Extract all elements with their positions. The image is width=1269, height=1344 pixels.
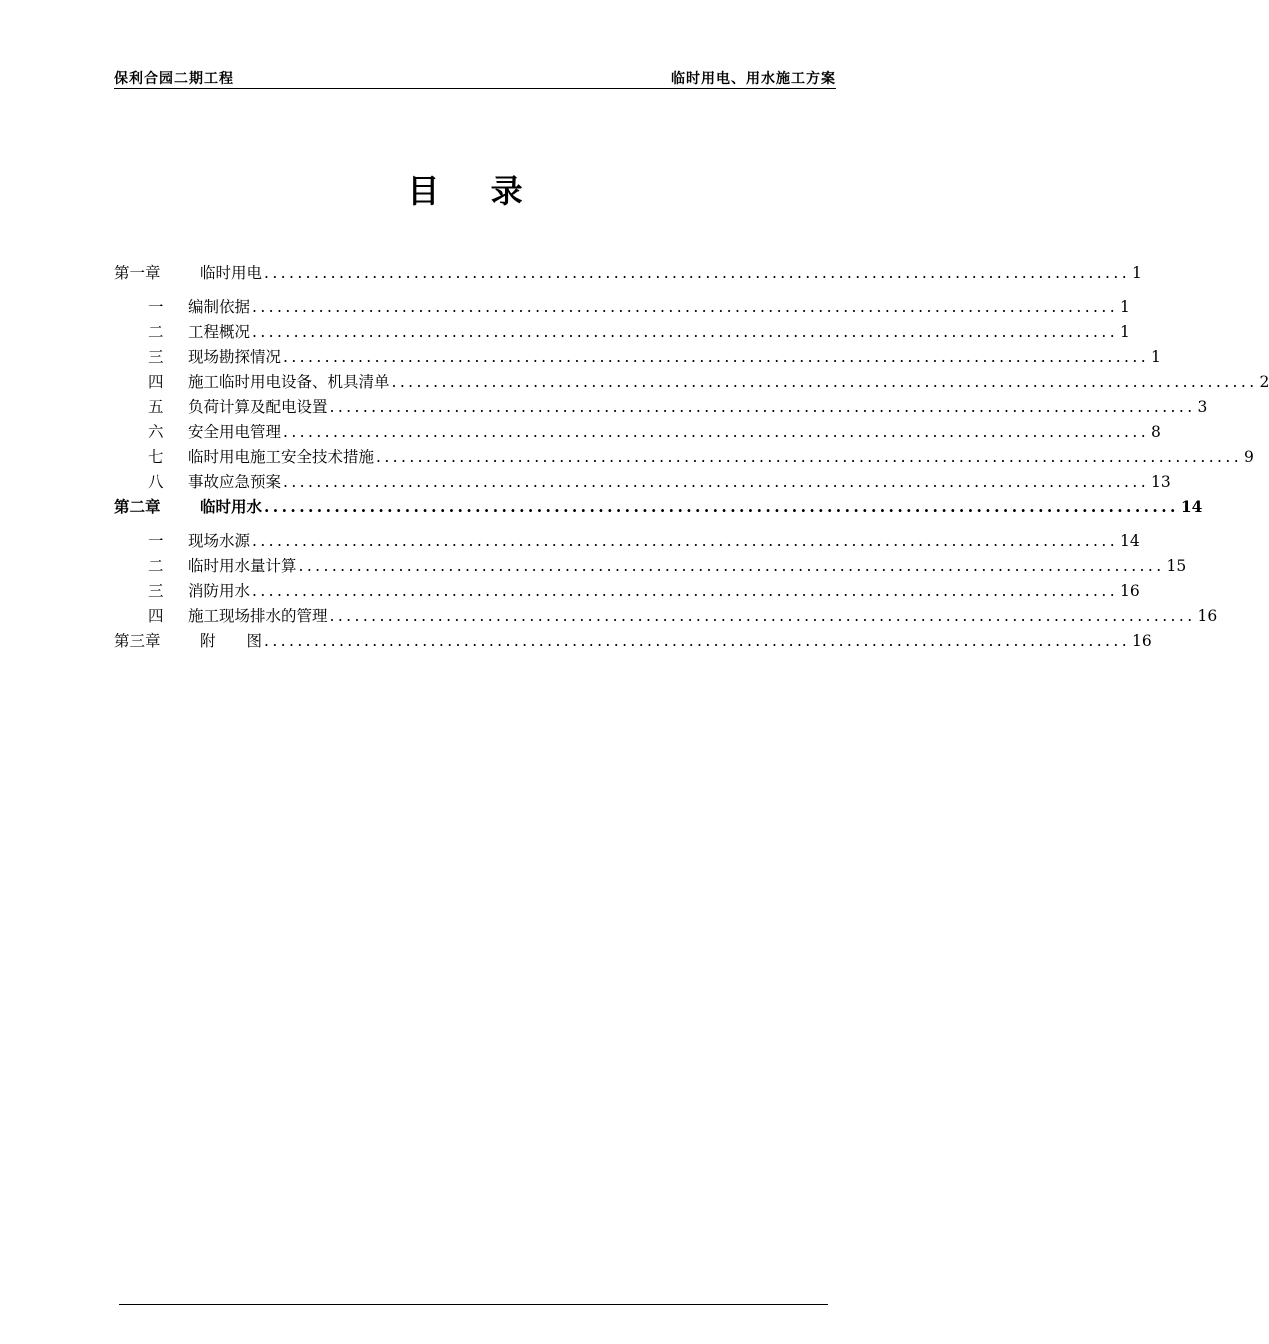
toc-entry[interactable] xyxy=(114,346,1161,368)
toc-leader: ........................................................................................................ xyxy=(283,423,1150,441)
page-title: 目 录 xyxy=(407,172,543,210)
toc-page: 8 xyxy=(1151,423,1161,441)
toc-leader: ........................................................................................................ xyxy=(264,632,1131,650)
toc-page: 14 xyxy=(1180,497,1203,516)
toc-page: 3 xyxy=(1197,398,1208,416)
toc-page: 2 xyxy=(1259,373,1269,391)
toc-label: 编制依据 xyxy=(188,298,251,316)
toc-leader: ........................................................................................................ xyxy=(283,473,1150,491)
toc-leader: ........................................................................................................ xyxy=(264,497,1179,516)
toc-label: 施工现场排水的管理 xyxy=(188,607,328,625)
toc-page: 16 xyxy=(1120,582,1140,600)
toc-number: 四 xyxy=(148,607,164,625)
toc-number: 五 xyxy=(148,398,164,416)
toc-leader: ........................................................................................................ xyxy=(329,607,1196,625)
toc-page: 1 xyxy=(1120,298,1130,316)
toc-number: 第二章 xyxy=(114,497,161,516)
toc-label: 负荷计算及配电设置 xyxy=(188,398,328,416)
toc-label: 工程概况 xyxy=(188,323,251,341)
toc-entry-chapter-3[interactable] xyxy=(114,630,1152,652)
toc-entry[interactable] xyxy=(114,421,1161,443)
toc-leader: ........................................................................................................ xyxy=(376,448,1243,466)
toc-number: 第三章 xyxy=(114,632,161,650)
project-name: 保利合园二期工程 xyxy=(114,71,234,87)
toc-label: 临时用电施工安全技术措施 xyxy=(188,448,375,466)
toc-entry-chapter-2[interactable] xyxy=(114,496,1203,518)
toc-label: 消防用水 xyxy=(188,582,251,600)
toc-page: 14 xyxy=(1120,532,1140,550)
toc-label: 临时用水 xyxy=(200,497,263,516)
toc-entry[interactable] xyxy=(114,396,1208,418)
toc-leader: ........................................................................................................ xyxy=(283,348,1150,366)
toc-page: 9 xyxy=(1244,448,1254,466)
toc-label: 安全用电管理 xyxy=(188,423,282,441)
toc-entry[interactable] xyxy=(114,530,1140,552)
toc-leader: ........................................................................................................ xyxy=(391,373,1258,391)
toc-number: 七 xyxy=(148,448,164,466)
toc-label: 附 图 xyxy=(200,632,263,650)
toc-number: 三 xyxy=(148,582,164,600)
toc-number: 六 xyxy=(148,423,164,441)
toc-page: 16 xyxy=(1132,632,1152,650)
toc-leader: ........................................................................................................ xyxy=(252,323,1119,341)
toc-number: 三 xyxy=(148,348,164,366)
toc-page: 13 xyxy=(1151,473,1171,491)
toc-leader: ........................................................................................................ xyxy=(264,264,1131,282)
toc-entry[interactable] xyxy=(114,605,1218,627)
toc-number: 一 xyxy=(148,532,164,550)
footer-rule xyxy=(119,1304,828,1305)
page-header xyxy=(114,66,836,89)
toc-number: 二 xyxy=(148,323,164,341)
toc-leader: ........................................................................................................ xyxy=(252,298,1119,316)
toc-label: 现场勘探情况 xyxy=(188,348,282,366)
toc-label: 临时用水量计算 xyxy=(188,557,297,575)
toc-leader: ........................................................................................................ xyxy=(329,398,1196,416)
toc-entry[interactable] xyxy=(114,471,1171,493)
toc-label: 临时用电 xyxy=(200,264,263,282)
toc-number: 八 xyxy=(148,473,164,491)
toc-entry[interactable] xyxy=(114,296,1130,318)
toc-label: 事故应急预案 xyxy=(188,473,282,491)
toc-entry[interactable] xyxy=(114,580,1140,602)
toc-number: 第一章 xyxy=(114,264,161,282)
toc-page: 1 xyxy=(1151,348,1161,366)
toc-entry[interactable] xyxy=(114,371,1269,393)
toc-number: 二 xyxy=(148,557,164,575)
toc-entry[interactable] xyxy=(114,446,1254,468)
toc-leader: ........................................................................................................ xyxy=(298,557,1165,575)
toc-entry-chapter-1[interactable] xyxy=(114,262,1142,284)
toc-page: 16 xyxy=(1197,607,1218,625)
toc-number: 四 xyxy=(148,373,164,391)
toc-label: 施工临时用电设备、机具清单 xyxy=(188,373,390,391)
toc-number: 一 xyxy=(148,298,164,316)
toc-leader: ........................................................................................................ xyxy=(252,532,1119,550)
toc-label: 现场水源 xyxy=(188,532,251,550)
toc-leader: ........................................................................................................ xyxy=(252,582,1119,600)
toc-page: 1 xyxy=(1120,323,1130,341)
toc-page: 15 xyxy=(1166,557,1187,575)
document-name: 临时用电、用水施工方案 xyxy=(671,71,836,87)
toc-entry[interactable] xyxy=(114,321,1130,343)
toc-entry[interactable] xyxy=(114,555,1187,577)
toc-page: 1 xyxy=(1132,264,1142,282)
